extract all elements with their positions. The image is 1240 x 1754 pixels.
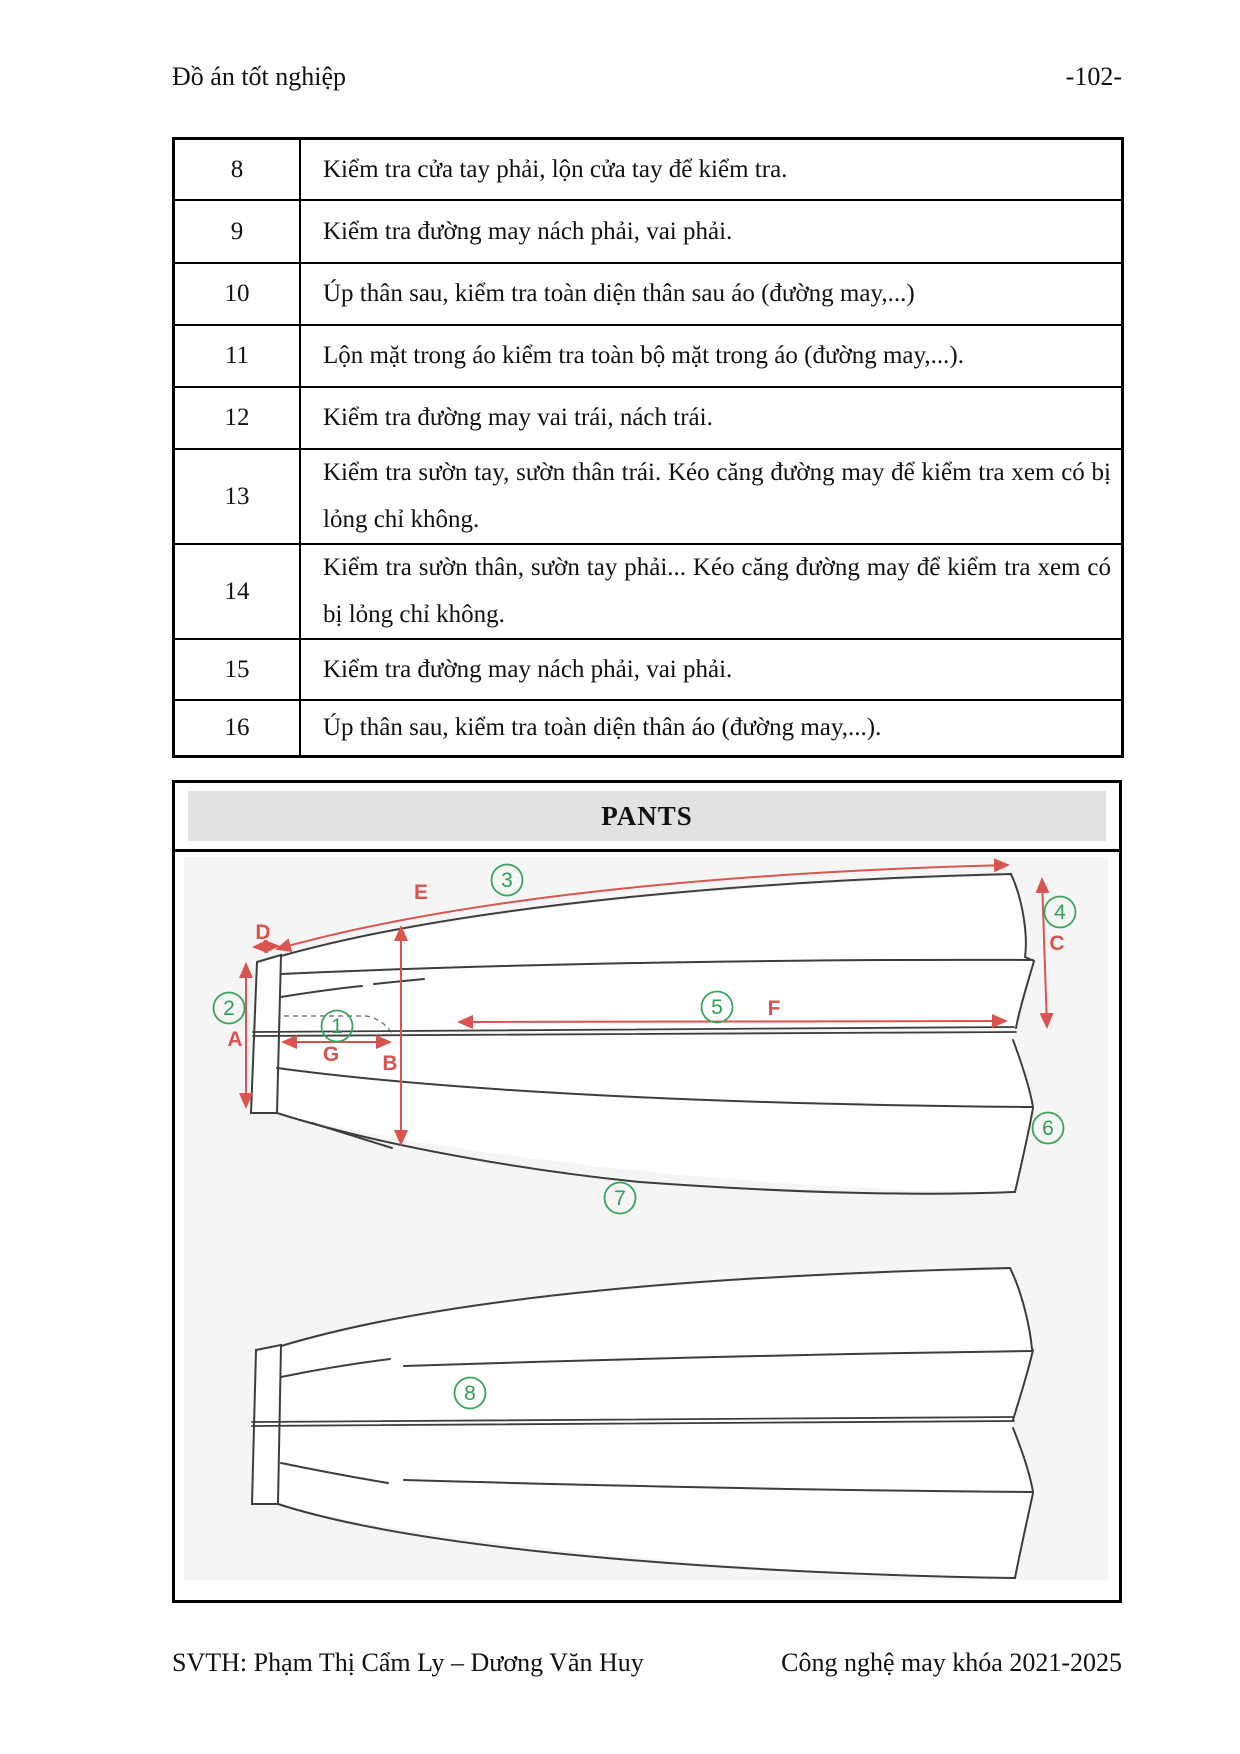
table-row [174,700,1122,756]
front-waistband [251,955,281,1113]
label-C: C [1049,932,1065,955]
row-description: Lộn mặt trong áo kiểm tra toàn bộ mặt trong áo (đường may,...). [300,325,1122,387]
pants-diagram [172,855,1122,1600]
footer-course: Công nghệ may khóa 2021-2025 [781,1648,1122,1677]
label-A: A [227,1028,243,1051]
row-description: Kiểm tra đường may nách phải, vai phải. [300,200,1122,263]
row-number: 11 [174,325,300,387]
label-B: B [382,1052,398,1075]
row-number: 13 [174,449,300,544]
row-number: 14 [174,544,300,639]
table-row [174,263,1122,325]
svg-text:8: 8 [464,1382,476,1405]
table-row [174,200,1122,263]
row-number: 15 [174,639,300,700]
pants-header-row [175,783,1119,852]
svg-text:3: 3 [501,869,513,892]
label-G: G [322,1043,340,1066]
page-number: -102- [1065,62,1122,91]
table-row [174,639,1122,700]
label-D: D [255,921,271,944]
svg-text:5: 5 [711,996,723,1019]
row-description: Kiểm tra cửa tay phải, lộn cửa tay để kiểm tra. [300,139,1122,200]
table-row [174,449,1122,544]
table-row [174,325,1122,387]
label-E: E [413,881,429,904]
page-header [172,62,1122,92]
svg-text:6: 6 [1042,1117,1054,1140]
row-description: Kiểm tra sườn tay, sườn thân trái. Kéo căng đường may để kiểm tra xem có bị lỏng chỉ không. [300,449,1122,544]
back-waistband [252,1345,281,1504]
svg-text:1: 1 [331,1015,343,1038]
row-number: 12 [174,387,300,449]
row-number: 9 [174,200,300,263]
row-description: Úp thân sau, kiểm tra toàn diện thân áo (đường may,...). [300,700,1122,756]
svg-text:2: 2 [223,997,235,1020]
page-footer [172,1648,1122,1678]
table-row [174,387,1122,449]
row-description: Kiểm tra đường may nách phải, vai phải. [300,639,1122,700]
inspection-table [172,137,1124,758]
svg-text:7: 7 [614,1187,626,1210]
row-number: 10 [174,263,300,325]
header-title: Đồ án tốt nghiệp [172,62,347,91]
pants-title: PANTS [188,791,1106,841]
table-row [174,139,1122,200]
measure-line-F [459,1021,1006,1022]
row-number: 16 [174,700,300,756]
footer-authors: SVTH: Phạm Thị Cẩm Ly – Dương Văn Huy [172,1648,644,1677]
measure-line-D [254,946,278,947]
svg-text:4: 4 [1054,901,1066,924]
row-description: Úp thân sau, kiểm tra toàn diện thân sau áo (đường may,...) [300,263,1122,325]
row-description: Kiểm tra sườn thân, sườn tay phải... Kéo căng đường may để kiểm tra xem có bị lỏng chỉ không. [300,544,1122,639]
row-number: 8 [174,139,300,200]
row-description: Kiểm tra đường may vai trái, nách trái. [300,387,1122,449]
table-row [174,544,1122,639]
label-F: F [767,997,781,1020]
